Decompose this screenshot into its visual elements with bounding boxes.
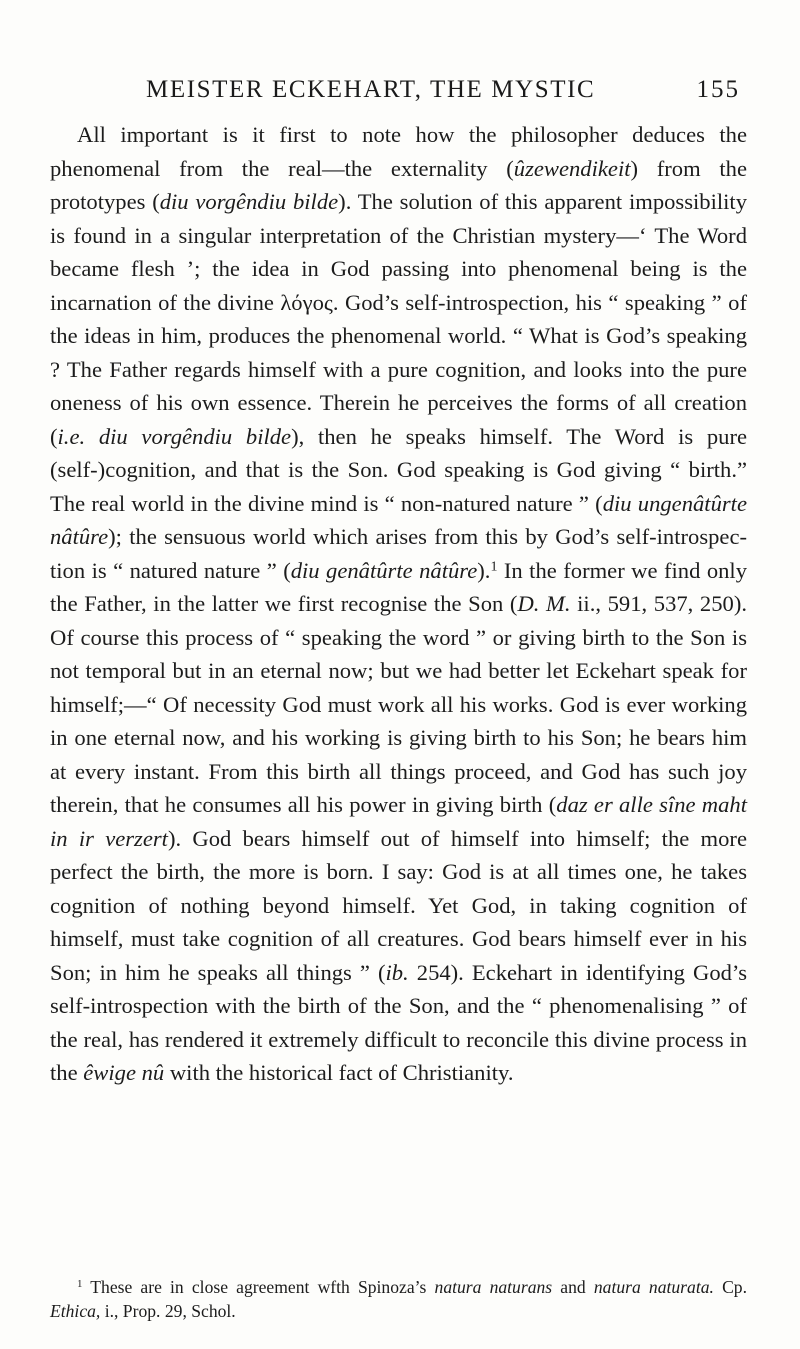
running-head: MEISTER ECKEHART, THE MYSTIC [146,76,596,103]
page-header [0,58,800,118]
main-paragraph [50,118,747,1090]
text-run: 254). Eckehart in identifying God’s self-introspection with the birth of the Son, and the “ phenomenalising ” of the real, has rendered it extremely difficult to reconcile this divine process in the [50,959,747,1085]
text-run: ) from the prototypes ( [50,155,748,214]
text-run: and [552,1277,594,1297]
text-run: In the former we find only the Father, in the latter we first recognise the Son ( [50,557,747,616]
italic-term: ib. [385,959,409,985]
text-run: Cp. [713,1277,747,1297]
text-run: with the historical fact of Christianity. [164,1060,514,1085]
italic-term: i.e. diu vorgêndiu bilde [57,423,292,449]
text-run: ); the sensuous world which arises from this by God’s self-introspection is “ natured nature ” ( [50,524,747,583]
text-run: All important is it first to note how the philosopher deduces the phenomenal from the real—the externality ( [50,122,747,181]
italic-term: natura naturans [434,1277,553,1297]
footnote [50,1275,747,1323]
italic-term: diu vorgêndiu bilde [159,189,339,214]
text-run: ), then he speaks himself. The Word is pure (self-)cognition, and that is the Son. God speaking is God giving “ birth.” The real world in the divine mind is “ non-natured nature ” ( [50,423,747,516]
italic-term: diu genâtûrte nâtûre [290,557,478,583]
text-run: ii., 591, 537, 250). Of course this process of “ speaking the word ” or giving birth to the Son is not temporal but in an eternal now; but we had better let Eckehart speak for himself;—“ Of necessity God must work all his works. God is ever working in one eternal now, and his working is giving birth to his Son; he bears him at every instant. From this birth all things proceed, and God has such joy therein, that he consumes all his power in giving birth ( [50,591,747,817]
italic-term: ûzewendikeit [513,155,631,181]
italic-term: daz er alle sîne maht in ir verzert [50,792,747,851]
italic-term: êwige nû [83,1060,165,1085]
footnote-mark: 1 [77,1278,83,1290]
italic-term: diu ungenâtûrte nâtûre [50,490,747,549]
text-run: i., Prop. 29, Schol. [100,1301,236,1321]
page-number: 155 [696,76,740,103]
text-run: ). God bears himself out of himself into himself; the more perfect the birth, the more is born. I say: God is at all times one, he takes cognition of nothing beyond himself. Yet God, in taking cognition of himself, must take cognition of all creatures. God bears himself ever in his Son; in him he speaks all things ” ( [50,825,747,985]
text-run: ). The solution of this apparent impossibility is found in a singular interpretation of the Christian mystery—‘ The Word became flesh ’; the idea in God passing into phenomenal being is the incarnation of the divine λόγος. God’s self-introspection, his “ speaking ” of the ideas in him, produces the phenomenal world. “ What is God’s speaking ? The Father regards himself with a pure cognition, and looks into the pure oneness of his own essence. Therein he perceives the forms of all creation ( [50,189,747,449]
italic-term: Ethica, [50,1301,101,1321]
text-run: ). [477,557,491,583]
text-run: These are in close agreement wfth Spinoza’s [82,1277,435,1297]
italic-term: D. M. [517,591,571,616]
footnote-reference[interactable]: 1 [490,558,498,574]
italic-term: natura naturata. [593,1277,714,1297]
